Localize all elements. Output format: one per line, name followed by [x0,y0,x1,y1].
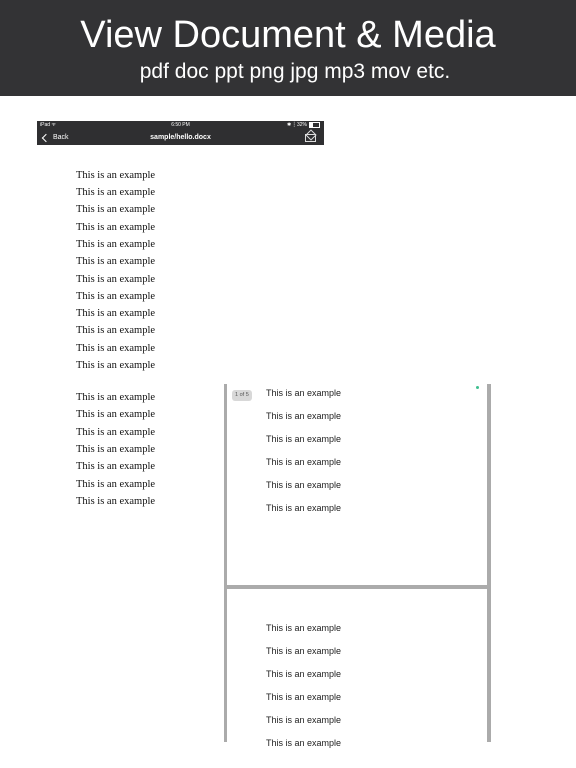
banner-title: View Document & Media [80,14,496,56]
document-viewer[interactable] [224,384,491,748]
document-line: This is an example [76,496,156,507]
document-line: This is an example [76,427,156,438]
viewer-line: This is an example [266,669,342,679]
viewer-line: This is an example [266,692,342,702]
nav-title: sample/hello.docx [150,134,211,141]
document-line: This is an example [76,360,156,371]
document-line: This is an example [76,392,156,403]
document-line: This is an example [76,444,156,455]
document-line: This is an example [76,291,156,302]
document-line: This is an example [76,343,156,354]
scroll-indicator-dot [476,386,479,389]
document-line: This is an example [76,204,156,215]
battery-icon [309,122,320,128]
document-line: This is an example [76,256,156,267]
nav-row [37,131,324,145]
viewer-line: This is an example [266,457,342,467]
back-label: Back [53,134,69,141]
battery-label: ✱ ┆ 32% [287,122,307,128]
viewer-line: This is an example [266,480,342,490]
viewer-line: This is an example [266,715,342,725]
document-line: This is an example [76,187,156,198]
header-banner [0,0,576,96]
banner-subtitle: pdf doc ppt png jpg mp3 mov etc. [139,60,451,83]
mail-icon[interactable] [305,134,316,142]
status-bar [37,121,324,130]
document-line: This is an example [76,222,156,233]
device-carrier: iPad ᯤ [40,122,56,128]
status-indicators [287,121,320,130]
viewer-line: This is an example [266,738,342,748]
document-line: This is an example [76,308,156,319]
viewer-line: This is an example [266,646,342,656]
document-line: This is an example [76,461,156,472]
viewer-page-2 [227,589,487,759]
viewer-line: This is an example [266,623,342,633]
document-line: This is an example [76,170,156,181]
document-line: This is an example [76,274,156,285]
document-line: This is an example [76,479,156,490]
viewer-line: This is an example [266,434,342,444]
page-indicator-badge: 1 of 5 [232,390,252,401]
document-line: This is an example [76,409,156,420]
viewer-line: This is an example [266,388,342,398]
document-line: This is an example [76,239,156,250]
document-content [76,166,226,506]
status-time: 6:50 PM [171,122,190,128]
viewer-line: This is an example [266,411,342,421]
viewer-page-1 [227,384,487,585]
viewer-line: This is an example [266,503,342,513]
document-line: This is an example [76,325,156,336]
device-navigation-bar [37,121,324,145]
